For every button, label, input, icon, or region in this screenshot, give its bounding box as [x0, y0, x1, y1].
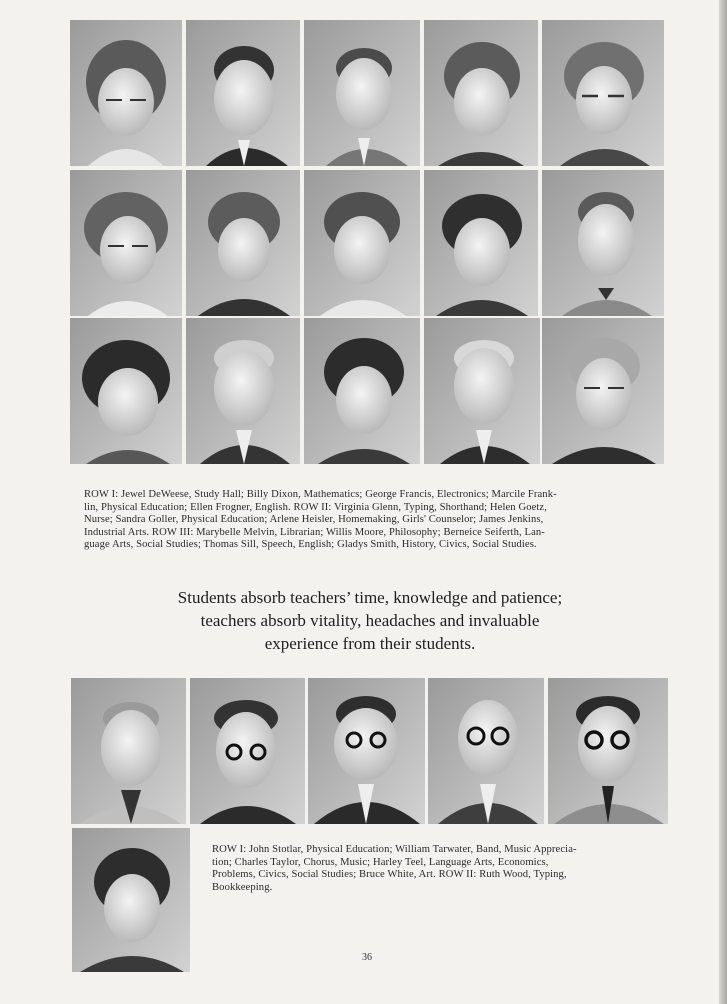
- page-number: 36: [362, 952, 372, 963]
- caption-bottom-line: Bookkeeping.: [212, 881, 273, 893]
- portrait-james-jenkins: [542, 170, 664, 316]
- caption-top-line: lin, Physical Education; Ellen Frogner, English. ROW II: Virginia Glenn, Typing, Shorthand; Helen Goetz,: [84, 501, 547, 513]
- pull-quote-line: Students absorb teachers’ time, knowledge and patience;: [177, 588, 563, 607]
- caption-bottom-line: Problems, Civics, Social Studies; Bruce White, Art. ROW II: Ruth Wood, Typing,: [212, 869, 567, 881]
- portrait-ellen-frogner: [542, 20, 664, 166]
- caption-top-line: ROW I: Jewel DeWeese, Study Hall; Billy Dixon, Mathematics; George Francis, Electronics; Marcile Frank-: [84, 489, 557, 500]
- portrait-sandra-goller: [304, 170, 420, 316]
- portrait-billy-dixon: [186, 20, 300, 166]
- portrait-william-tarwater: [190, 678, 305, 824]
- portrait-helen-goetz: [186, 170, 300, 316]
- caption-top-line: Nurse; Sandra Goller, Physical Education; Arlene Heisler, Homemaking, Girls' Counselor; James Jenkins,: [84, 514, 544, 526]
- portrait-charles-taylor: [308, 678, 425, 824]
- caption-top-line: guage Arts, Social Studies; Thomas Sill, Speech, English; Gladys Smith, History, Civics, Social Studies.: [84, 539, 537, 551]
- portrait-ruth-wood: [72, 828, 190, 972]
- page-edge: [719, 0, 727, 1004]
- portrait-george-francis: [304, 20, 420, 166]
- portrait-bruce-white: [548, 678, 668, 824]
- portrait-thomas-sill: [424, 318, 540, 464]
- portrait-john-stotlar: [71, 678, 186, 824]
- portrait-berneice-seiferth: [304, 318, 420, 464]
- caption-bottom: [212, 844, 654, 894]
- pull-quote: [100, 586, 640, 655]
- pull-quote-line: teachers absorb vitality, headaches and invaluable: [200, 611, 540, 630]
- portrait-marybelle-melvin: [70, 318, 182, 464]
- portrait-willis-moore: [186, 318, 300, 464]
- pull-quote-line: experience from their students.: [264, 634, 476, 653]
- portrait-virginia-glenn: [70, 170, 182, 316]
- caption-bottom-line: tion; Charles Taylor, Chorus, Music; Harley Teel, Language Arts, Economics,: [212, 856, 549, 868]
- portrait-marcile-franklin: [424, 20, 538, 166]
- portrait-gladys-smith: [542, 318, 664, 464]
- portrait-harley-teel: [428, 678, 544, 824]
- portrait-jewel-deweese: [70, 20, 182, 166]
- caption-bottom-line: ROW I: John Stotlar, Physical Education; William Tarwater, Band, Music Apprecia-: [212, 844, 577, 855]
- caption-top: [84, 489, 656, 552]
- caption-top-line: Industrial Arts. ROW III: Marybelle Melvin, Librarian; Willis Moore, Philosophy; Berneice Seiferth, Lan-: [84, 526, 545, 538]
- portrait-arlene-heisler: [424, 170, 538, 316]
